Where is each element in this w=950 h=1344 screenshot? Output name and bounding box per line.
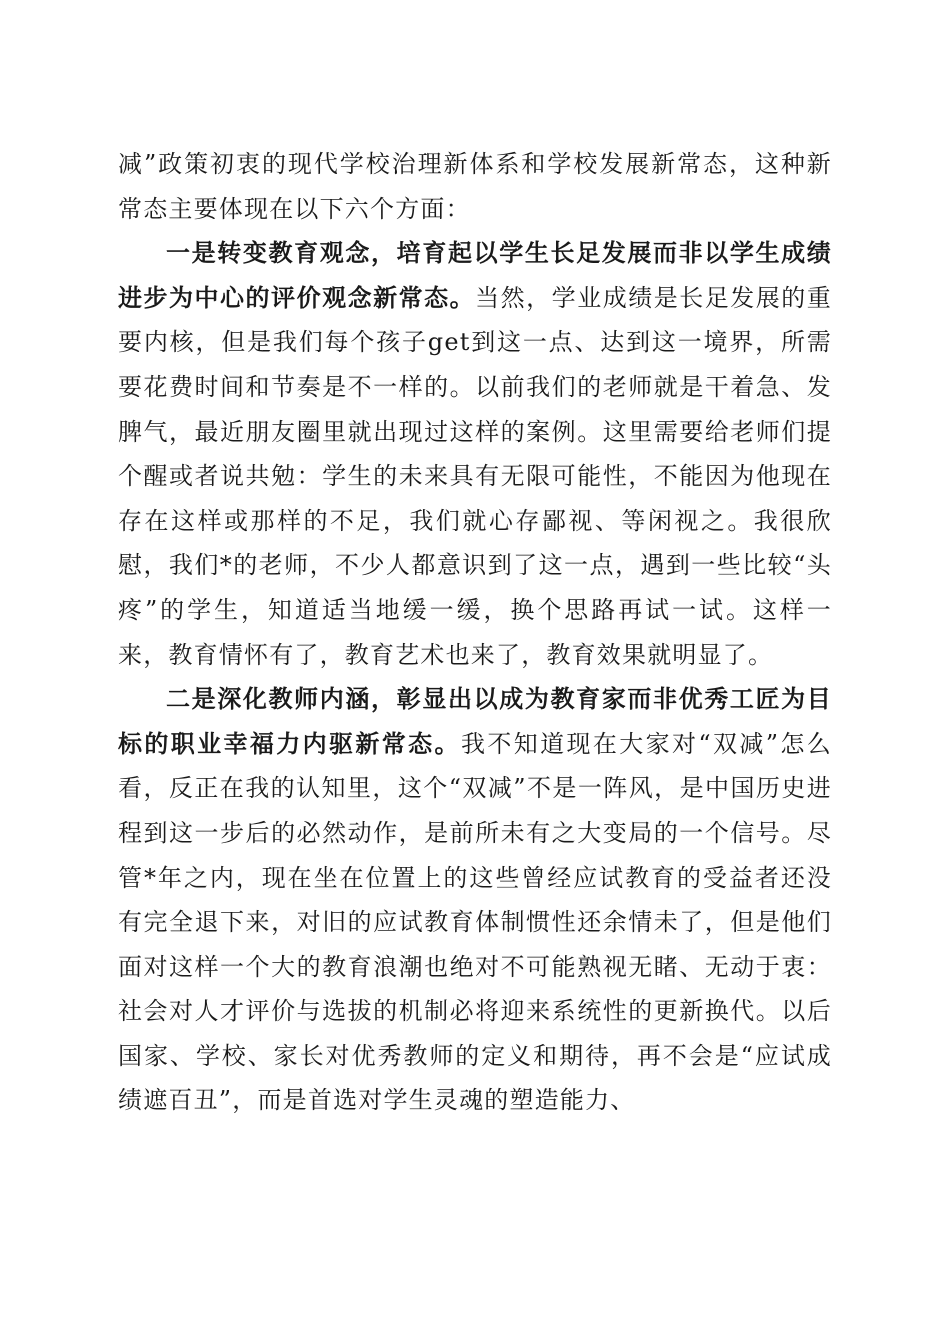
paragraph-two-lead: 二是深化教师内涵，彰显出以成为教育家而非优秀工匠为目标的职业幸福力内驱新常态。 [118, 684, 832, 758]
paragraph-one [118, 231, 832, 677]
paragraph-two [118, 677, 832, 1123]
paragraph-one-body: 当然，学业成绩是长足发展的重要内核，但是我们每个孩子get到这一点、达到这一境界，所需要花费时间和节奏是不一样的。以前我们的老师就是干着急、发脾气，最近朋友圈里就出现过这样的案例。这里需要给老师们提个醒或者说共勉：学生的未来具有无限可能性，不能因为他现在存在这样或那样的不足，我们就心存鄙视、等闲视之。我很欣慰，我们*的老师，不少人都意识到了这一点，遇到一些比较“头疼”的学生，知道适当地缓一缓，换个思路再试一试。这样一来，教育情怀有了，教育艺术也来了，教育效果就明显了。 [118, 283, 832, 669]
document-body [118, 142, 832, 1123]
paragraph-one-lead: 一是转变教育观念，培育起以学生长足发展而非以学生成绩进步为中心的评价观念新常态。 [118, 238, 832, 312]
paragraph-two-body: 我不知道现在大家对“双减”怎么看，反正在我的认知里，这个“双减”不是一阵风，是中国历史进程到这一步后的必然动作，是前所未有之大变局的一个信号。尽管*年之内，现在坐在位置上的这些曾经应试教育的受益者还没有完全退下来，对旧的应试教育体制惯性还余情未了，但是他们面对这样一个大的教育浪潮也绝对不可能熟视无睹、无动于衷：社会对人才评价与选拔的机制必将迎来系统性的更新换代。以后国家、学校、家长对优秀教师的定义和期待，再不会是“应试成绩遮百丑”，而是首选对学生灵魂的塑造能力、 [118, 729, 832, 1115]
paragraph-continued: 减”政策初衷的现代学校治理新体系和学校发展新常态，这种新常态主要体现在以下六个方面： [118, 150, 832, 223]
